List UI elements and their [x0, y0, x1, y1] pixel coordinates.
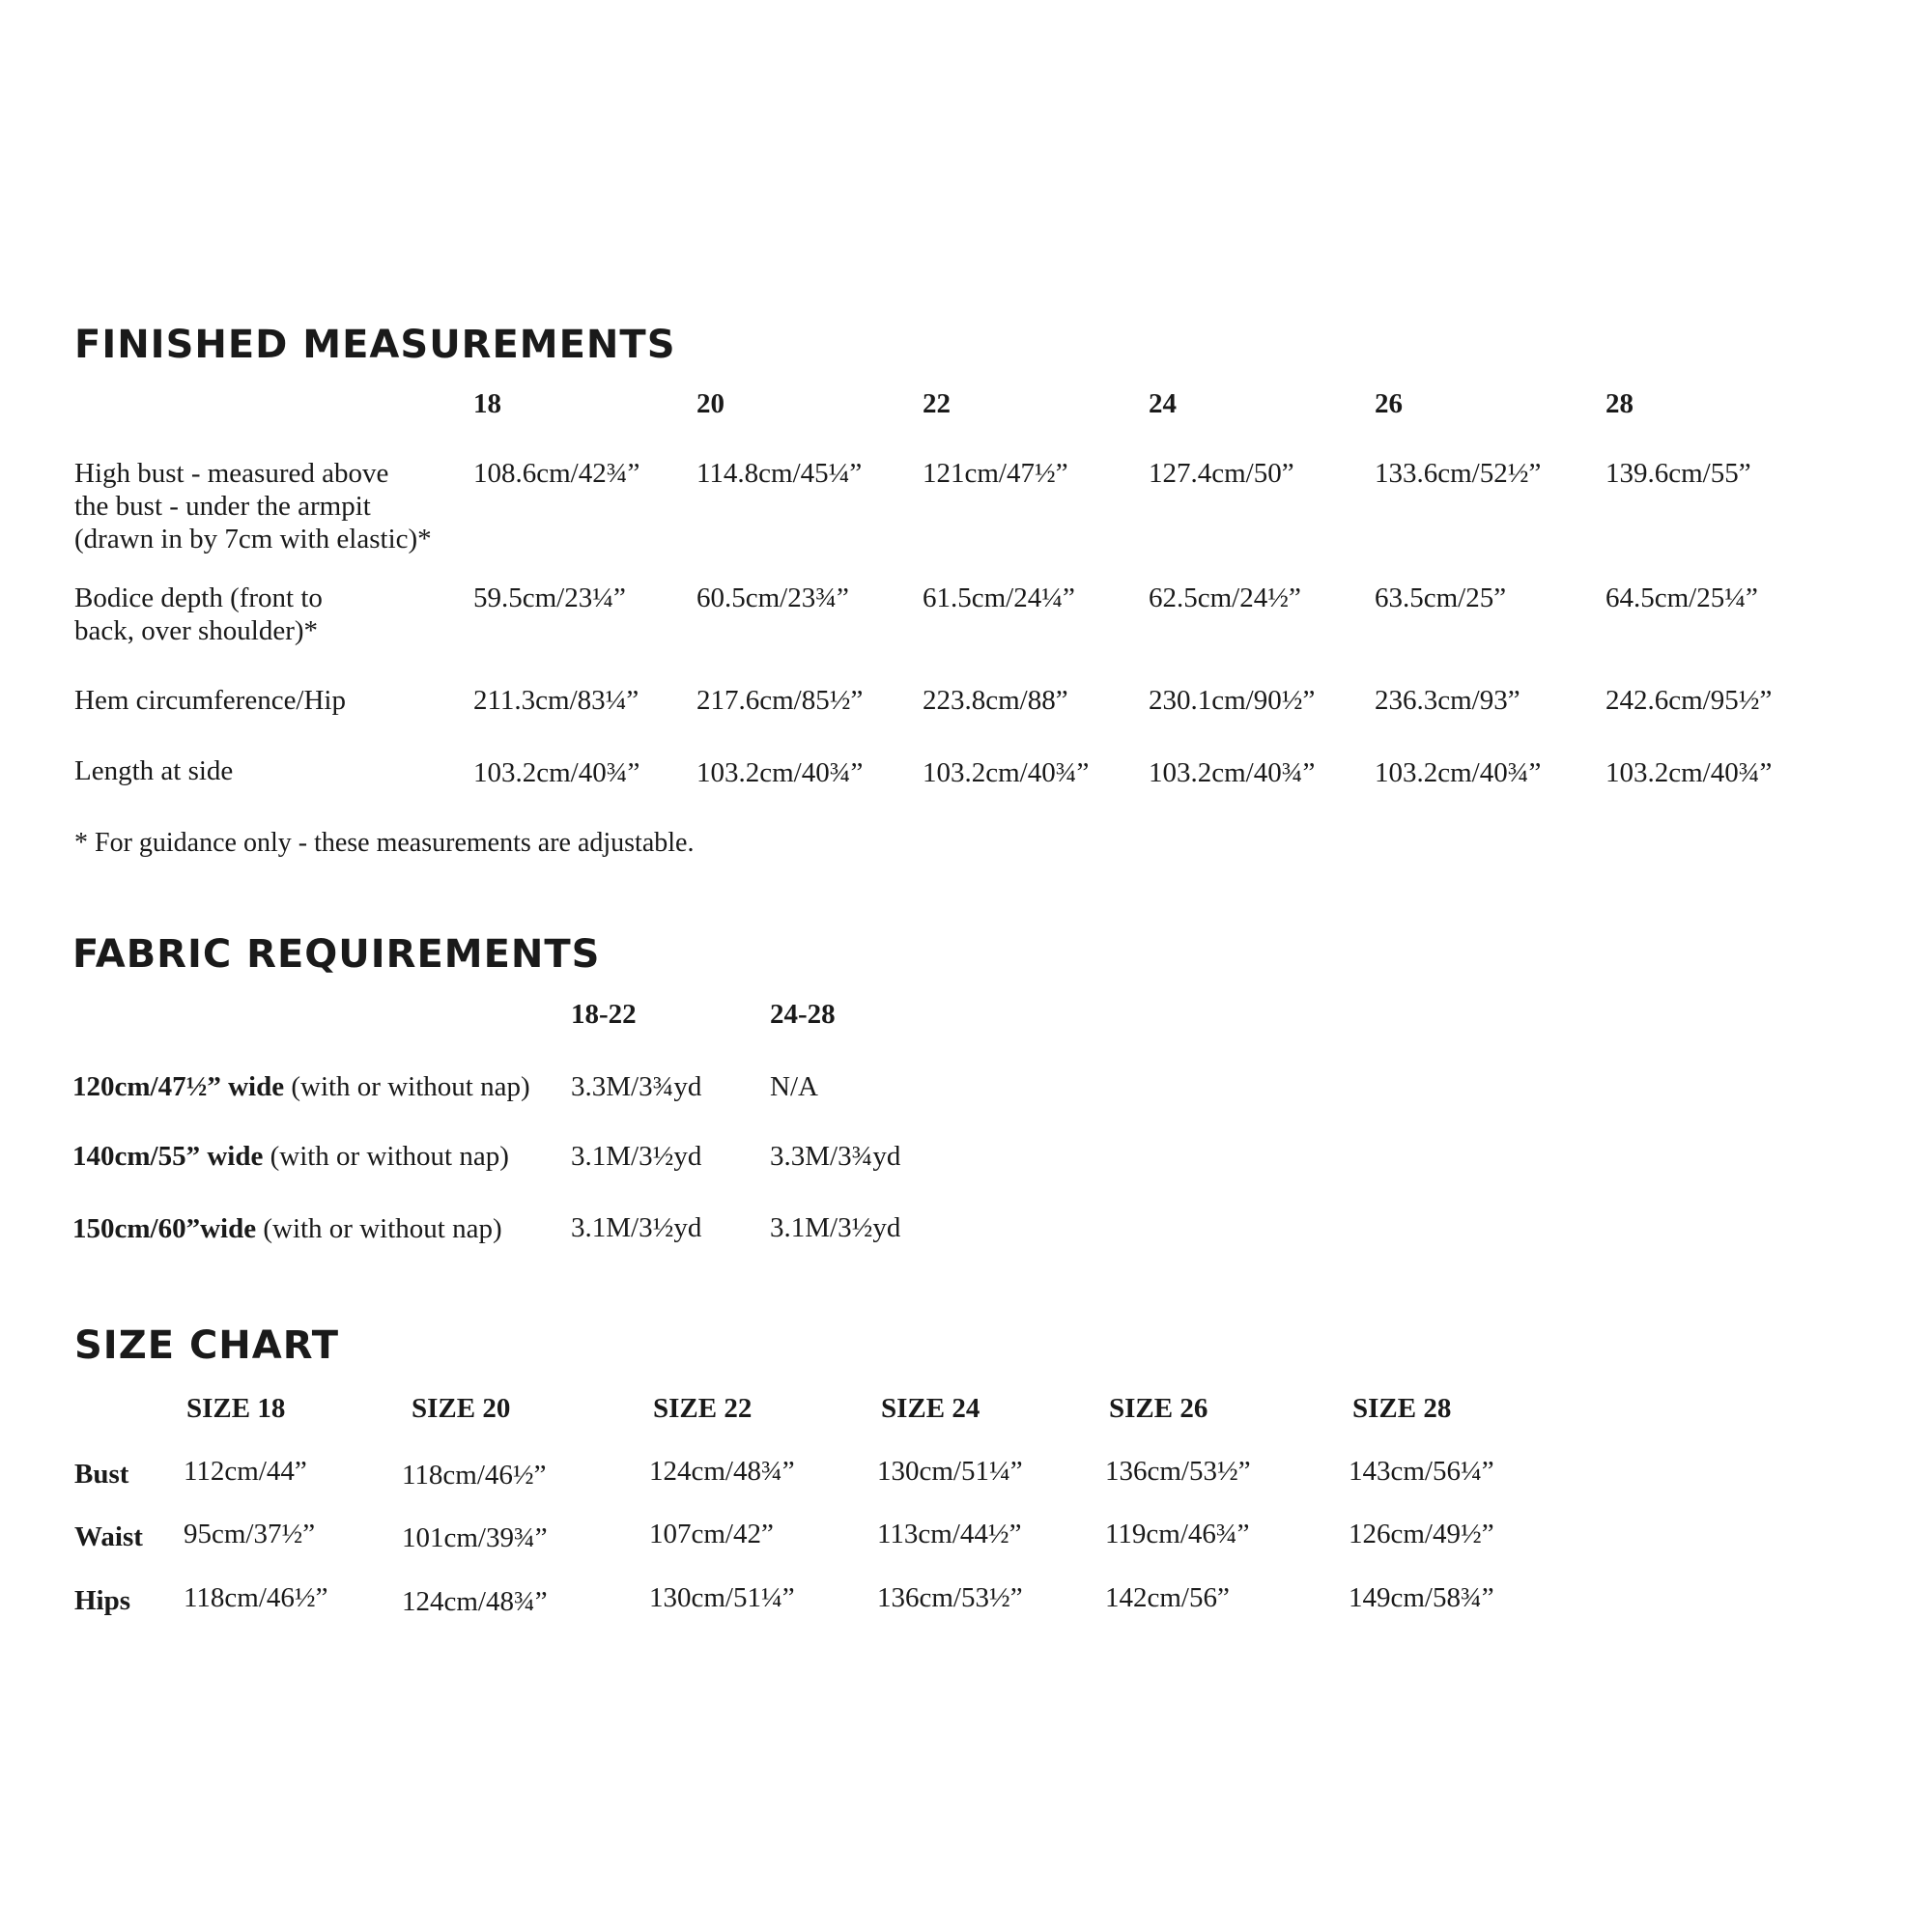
table-cell: 103.2cm/40¾”: [923, 757, 1090, 788]
finished-measurements-title: FINISHED MEASUREMENTS: [74, 323, 676, 367]
table-cell: 103.2cm/40¾”: [1605, 757, 1773, 788]
row-label-hips: Hips: [74, 1585, 131, 1616]
size-chart-title: SIZE CHART: [74, 1323, 340, 1368]
table-cell: 59.5cm/23¼”: [473, 582, 626, 613]
table-cell: 118cm/46½”: [402, 1460, 547, 1491]
table-cell: 103.2cm/40¾”: [1149, 757, 1316, 788]
table-cell: 136cm/53½”: [877, 1582, 1023, 1613]
table-cell: 118cm/46½”: [184, 1582, 328, 1613]
table-cell: 121cm/47½”: [923, 458, 1068, 489]
table-cell: 149cm/58¾”: [1349, 1582, 1494, 1613]
table-cell: 124cm/48¾”: [649, 1456, 795, 1487]
table-cell: 103.2cm/40¾”: [1375, 757, 1542, 788]
size-header: SIZE 22: [653, 1393, 753, 1424]
table-cell: 142cm/56”: [1105, 1582, 1230, 1613]
row-label-waist: Waist: [74, 1521, 143, 1552]
size-header: SIZE 18: [186, 1393, 286, 1424]
table-cell: 230.1cm/90½”: [1149, 685, 1316, 716]
table-cell: 64.5cm/25¼”: [1605, 582, 1758, 613]
table-cell: 3.3M/3¾yd: [571, 1071, 702, 1102]
guidance-note: * For guidance only - these measurements are adjustable.: [74, 828, 695, 858]
table-cell: 211.3cm/83¼”: [473, 685, 639, 716]
table-cell: 130cm/51¼”: [649, 1582, 795, 1613]
table-cell: 242.6cm/95½”: [1605, 685, 1773, 716]
table-cell: 114.8cm/45¼”: [696, 458, 863, 489]
table-cell: 63.5cm/25”: [1375, 582, 1507, 613]
size-header: 24: [1149, 388, 1177, 419]
table-cell: 124cm/48¾”: [402, 1586, 548, 1617]
size-header: 22: [923, 388, 951, 419]
table-cell: 217.6cm/85½”: [696, 685, 864, 716]
table-cell: 113cm/44½”: [877, 1519, 1022, 1549]
table-cell: 133.6cm/52½”: [1375, 458, 1542, 489]
table-cell: 127.4cm/50”: [1149, 458, 1294, 489]
table-cell: 119cm/46¾”: [1105, 1519, 1250, 1549]
row-label-hem-circumference: Hem circumference/Hip: [74, 685, 346, 716]
table-cell: 108.6cm/42¾”: [473, 458, 640, 489]
table-cell: 143cm/56¼”: [1349, 1456, 1494, 1487]
size-header: SIZE 20: [412, 1393, 511, 1424]
size-header: 20: [696, 388, 724, 419]
table-cell: 126cm/49½”: [1349, 1519, 1494, 1549]
row-label-bust: Bust: [74, 1459, 129, 1490]
size-header: 26: [1375, 388, 1403, 419]
table-cell: 112cm/44”: [184, 1456, 307, 1487]
fabric-requirements-title: FABRIC REQUIREMENTS: [72, 932, 601, 977]
row-label-length-at-side: Length at side: [74, 755, 234, 786]
table-cell: 103.2cm/40¾”: [473, 757, 640, 788]
size-header: SIZE 28: [1352, 1393, 1452, 1424]
table-cell: 103.2cm/40¾”: [696, 757, 864, 788]
table-cell: 61.5cm/24¼”: [923, 582, 1075, 613]
table-cell: 101cm/39¾”: [402, 1522, 548, 1553]
table-cell: 139.6cm/55”: [1605, 458, 1751, 489]
table-cell: 107cm/42”: [649, 1519, 774, 1549]
table-cell: 3.1M/3½yd: [770, 1212, 901, 1243]
table-cell: 3.3M/3¾yd: [770, 1141, 901, 1172]
fabric-width-label: 120cm/47½” wide (with or without nap): [72, 1071, 530, 1102]
size-header: 18: [473, 388, 501, 419]
size-header: SIZE 24: [881, 1393, 980, 1424]
size-range-header: 24-28: [770, 999, 836, 1030]
table-cell: 136cm/53½”: [1105, 1456, 1251, 1487]
size-range-header: 18-22: [571, 999, 637, 1030]
row-label-bodice-depth: Bodice depth (front to back, over shoulder)*: [74, 582, 323, 646]
table-cell: 3.1M/3½yd: [571, 1212, 702, 1243]
table-cell: 62.5cm/24½”: [1149, 582, 1301, 613]
table-cell: 95cm/37½”: [184, 1519, 316, 1549]
table-cell: 3.1M/3½yd: [571, 1141, 702, 1172]
table-cell: 130cm/51¼”: [877, 1456, 1023, 1487]
table-cell: 223.8cm/88”: [923, 685, 1068, 716]
table-cell: 60.5cm/23¾”: [696, 582, 849, 613]
fabric-width-label: 150cm/60”wide (with or without nap): [72, 1213, 502, 1244]
size-header: 28: [1605, 388, 1634, 419]
fabric-width-label: 140cm/55” wide (with or without nap): [72, 1141, 509, 1172]
table-cell: N/A: [770, 1071, 818, 1102]
table-cell: 236.3cm/93”: [1375, 685, 1520, 716]
row-label-high-bust: High bust - measured above the bust - under the armpit (drawn in by 7cm with elastic)*: [74, 458, 432, 554]
size-header: SIZE 26: [1109, 1393, 1208, 1424]
